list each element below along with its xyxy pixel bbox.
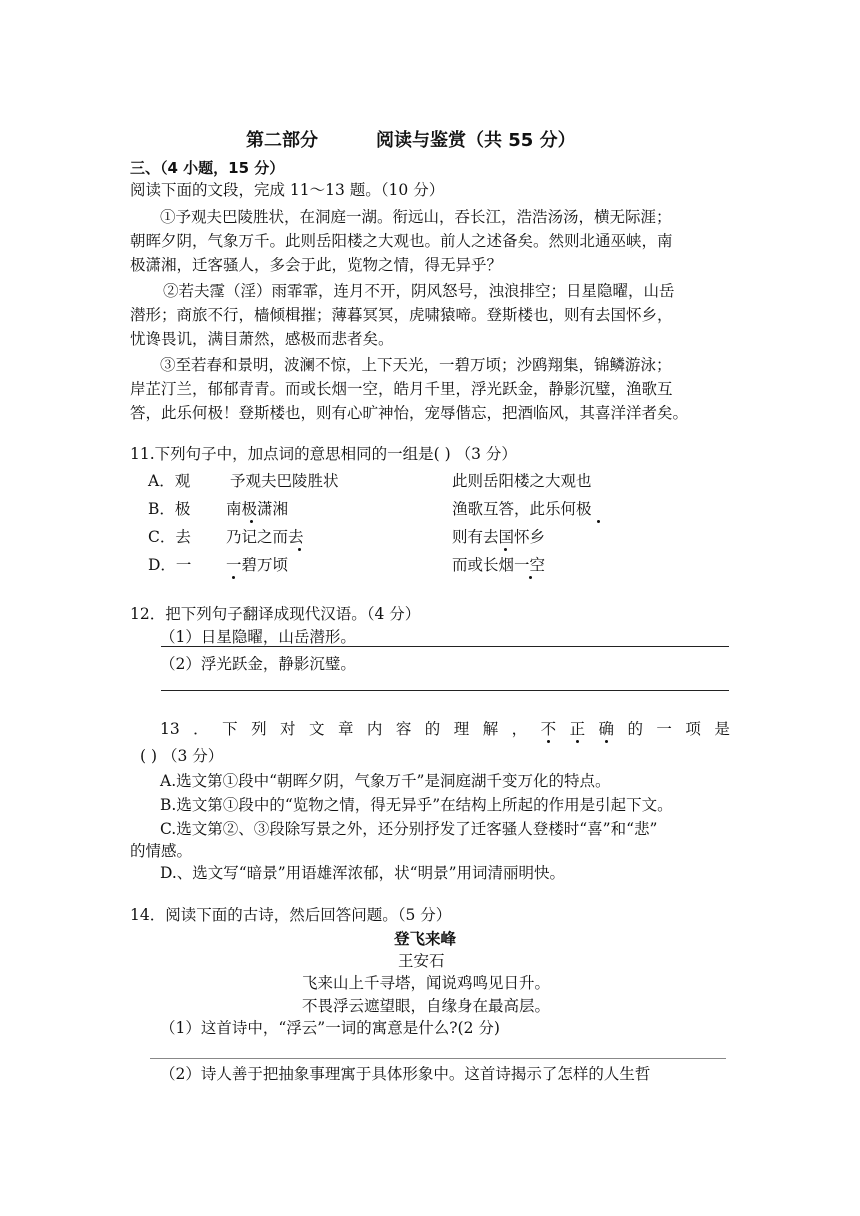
passage-p3-line1: ③至若春和景明，波澜不惊，上下天光，一碧万顷；沙鸥翔集，锦鳞游泳； <box>160 356 672 374</box>
q13-stem-char: 下 <box>222 720 238 738</box>
q13-option-b: B.选文第①段中的“览物之情，得无异乎”在结构上所起的作用是引起下文。 <box>160 796 673 814</box>
q13-option-c-line2: 的情感。 <box>130 842 193 860</box>
emphasis-dot <box>250 520 253 523</box>
part-heading <box>246 130 576 152</box>
q13-stem-char: 解 <box>482 720 499 738</box>
q11-stem: 11.下列句子中，加点词的意思相同的一组是( ) （3 分） <box>130 445 517 463</box>
q13-stem-char: 一 <box>656 720 672 738</box>
passage-p1-line1: ①予观夫巴陵胜状，在洞庭一湖。衔远山，吞长江，浩浩汤汤，横无际涯； <box>160 208 672 226</box>
section-label: 阅读与鉴赏（共 55 分） <box>376 130 576 151</box>
q13-stem-char: 正 <box>569 720 586 738</box>
passage-p3-line2: 岸芷汀兰，郁郁青青。而或长烟一空，皓月千里，浮光跃金，静影沉璧，渔歌互 <box>130 380 673 398</box>
q13-stem-char: 文 <box>308 720 325 738</box>
poem-title: 登飞来峰 <box>394 930 457 948</box>
poem-line-2: 不畏浮云遮望眼，自缘身在最高层。 <box>302 997 551 1015</box>
q13-stem <box>160 718 730 740</box>
q13-stem-char: 是 <box>714 720 730 738</box>
emphasis-dot <box>504 548 507 551</box>
q12-sentence-1: （1）日星隐曜，山岳潜形。 <box>160 628 356 646</box>
poem-author: 王安石 <box>398 952 445 970</box>
q12-sentence-2: （2）浮光跃金，静影沉璧。 <box>160 655 356 673</box>
q13-stem-char: 理 <box>453 720 470 738</box>
q12-stem: 12．把下列句子翻译成现代汉语。（4 分） <box>130 605 421 623</box>
q11-option-a-right: 此则岳阳楼之大观也 <box>452 472 592 490</box>
q13-stem-char: ． <box>193 720 209 738</box>
q11-option-b-right: 渔歌互答，此乐何极 <box>452 500 592 518</box>
emphasis-dot <box>597 520 600 523</box>
q13-stem-char: 项 <box>685 720 701 738</box>
q13-option-d: D.、选文写“暗景”用语雄浑浓郁，状“明景”用词清丽明快。 <box>160 864 565 882</box>
q11-option-a-left: 予观夫巴陵胜状 <box>230 472 339 490</box>
emphasis-dot <box>298 548 301 551</box>
q14-subquestion-2: （2）诗人善于把抽象事理寓于具体形象中。这首诗揭示了怎样的人生哲 <box>160 1065 651 1083</box>
section3-instruction: 阅读下面的文段，完成 11～13 题。（10 分） <box>130 181 445 199</box>
q13-stem-char: ， <box>511 720 528 738</box>
part-label: 第二部分 <box>246 130 318 151</box>
q13-stem-char: 对 <box>280 720 296 738</box>
q13-option-a: A.选文第①段中“朝晖夕阴，气象万千”是洞庭湖千变万化的特点。 <box>160 772 611 790</box>
q11-option-d-right: 而或长烟一空 <box>452 556 546 574</box>
q13-stem-char: 的 <box>424 720 441 738</box>
q11-option-d-letter: D．一 <box>148 556 192 574</box>
q11-option-b-letter: B．极 <box>148 500 191 518</box>
emphasis-dot <box>529 576 532 579</box>
answer-line <box>161 690 729 691</box>
q13-stem-char: 容 <box>395 720 412 738</box>
q13-stem-line2: ( ) （3 分） <box>140 747 224 765</box>
q11-option-d-left: 一碧万顷 <box>226 556 289 574</box>
passage-p2-line1: ②若夫霪（淫）雨霏霏，连月不开，阴风怒号，浊浪排空；日星隐曜，山岳 <box>163 282 675 300</box>
q13-stem-char: 确 <box>598 720 615 738</box>
q14-stem: 14．阅读下面的古诗，然后回答问题。（5 分） <box>130 906 452 924</box>
q13-stem-char: 列 <box>251 720 267 738</box>
emphasis-dot <box>576 740 579 743</box>
answer-line <box>161 646 729 647</box>
q13-stem-char: 不 <box>540 720 557 738</box>
q11-option-c-left: 乃记之而去 <box>226 528 304 546</box>
passage-p2-line2: 潜形；商旅不行，樯倾楫摧；薄暮冥冥，虎啸猿啼。登斯楼也，则有去国怀乡， <box>130 306 673 324</box>
q11-option-a-letter: A．观 <box>148 472 191 490</box>
passage-p1-line3: 极潇湘，迁客骚人，多会于此，览物之情，得无异乎？ <box>130 256 503 274</box>
q11-option-b-left: 南极潇湘 <box>226 500 289 518</box>
q11-option-c-right: 则有去国怀乡 <box>452 528 546 546</box>
emphasis-dot <box>232 576 235 579</box>
passage-p3-line3: 答，此乐何极！登斯楼也，则有心旷神怡，宠辱偕忘，把酒临风，其喜洋洋者矣。 <box>130 404 689 422</box>
passage-p2-line3: 忧谗畏讥，满目萧然，感极而悲者矣。 <box>130 330 394 348</box>
q11-option-c-letter: C．去 <box>148 528 191 546</box>
q13-stem-char: 内 <box>366 720 383 738</box>
passage-p1-line2: 朝晖夕阴，气象万千。此则岳阳楼之大观也。前人之述备矣。然则北通巫峡，南 <box>130 232 673 250</box>
poem-line-1: 飞来山上千寻塔，闻说鸡鸣见日升。 <box>302 974 551 992</box>
section3-heading: 三、（4 小题，15 分） <box>130 159 285 177</box>
q13-stem-char: 章 <box>337 720 354 738</box>
q13-stem-char: 13 <box>160 720 180 738</box>
answer-line <box>150 1058 726 1059</box>
emphasis-dot <box>605 740 608 743</box>
q13-option-c-line1: C.选文第②、③段除写景之外，还分别抒发了迁客骚人登楼时“喜”和“悲” <box>160 820 658 838</box>
emphasis-dot <box>547 740 550 743</box>
q14-subquestion-1: （1）这首诗中，“浮云”一词的寓意是什么?(2 分) <box>160 1019 500 1037</box>
q13-stem-char: 的 <box>627 720 643 738</box>
